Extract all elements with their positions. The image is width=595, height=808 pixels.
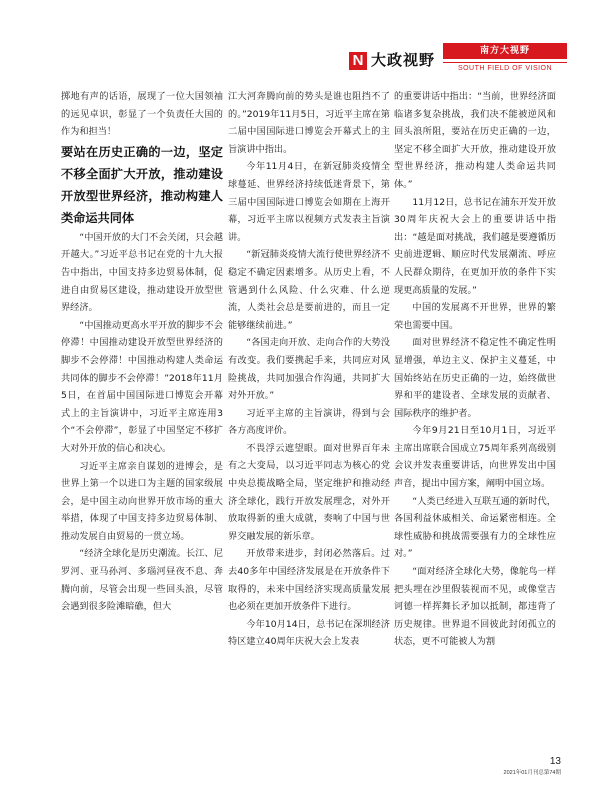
paragraph: 江大河奔腾向前的势头是谁也阻挡不了的。”2019年11月5日，习近平主席在第二届中国国际进口博览会开幕式上的主旨演讲中指出。 [228, 91, 390, 155]
paragraph: “经济全球化是历史潮流。长江、尼罗河、亚马孙河、多瑙河昼夜不息、奔腾向前，尽管会出现一些回头浪，尽管会遇到很多险滩暗礁，但大 [61, 548, 223, 613]
section-heading: 要站在历史正确的一边，坚定不移全面扩大开放，推动建设开放型世界经济，推动构建人类命运共同体 [61, 144, 223, 225]
paragraph: 习近平主席的主旨演讲，得到与会各方高度评价。 [228, 407, 390, 437]
column-tag: 南方大视野 [443, 43, 567, 59]
paragraph: 今年10月14日，总书记在深圳经济特区建立40周年庆祝大会上发表 [228, 618, 390, 648]
text-column-3 [394, 88, 556, 651]
paragraph: 11月12日，总书记在浦东开发开放30周年庆祝大会上的重要讲话中指出：“越是面对挑战，我们越是要遵循历史前进逻辑、顺应时代发展潮流、呼应人民群众期待，在更加开放的条件下实现更高质量的发展。” [394, 196, 556, 296]
section-title: 大政视野 [371, 51, 436, 69]
column-tag-english: SOUTH FIELD OF VISION [443, 62, 567, 75]
paragraph: 今年9月21日至10月1日，习近平主席出席联合国成立75周年系列高级别会议并发表重要讲话，向世界发出中国声音，提出中国方案，阐明中国立场。 [394, 425, 556, 490]
paragraph: 面对世界经济不稳定性不确定性明显增强，单边主义、保护主义蔓延，中国始终站在历史正确的一边，始终做世界和平的建设者、全球发展的贡献者、国际秩序的维护者。 [394, 337, 556, 419]
page-number: 13 [549, 756, 561, 767]
paragraph: 习近平主席亲自谋划的进博会，是世界上第一个以进口为主题的国家级展会，是中国主动向世界开放市场的重大举措，体现了中国支持多边贸易体制、推动发展自由贸易的一贯立场。 [61, 460, 223, 542]
paragraph: “中国开放的大门不会关闭，只会越开越大。”习近平总书记在党的十九大报告中指出，中国支持多边贸易体制，促进自由贸易区建设，推动建设开放型世界经济。 [61, 231, 223, 314]
paragraph: 掷地有声的话语，展现了一位大国领袖的远见卓识，彰显了一个负责任大国的作为和担当！ [61, 91, 223, 138]
text-column-1 [61, 88, 223, 616]
text-column-2 [228, 88, 390, 651]
logo-n-icon: N [349, 52, 367, 70]
paragraph: “人类已经进入互联互通的新时代，各国利益休戚相关、命运紧密相连。全球性威胁和挑战需要强有力的全球性应对。” [394, 495, 556, 560]
paragraph: “面对经济全球化大势，像鸵鸟一样把头埋在沙里假装视而不见，或像堂吉诃德一样挥舞长矛加以抵制，都违背了历史规律。世界退不回彼此封闭孤立的状态，更不可能被人为割 [394, 566, 556, 648]
paragraph: 不畏浮云遮望眼。面对世界百年未有之大变局，以习近平同志为核心的党中央总揽战略全局，坚定维护和推动经济全球化，践行开放发展理念，对外开放取得新的重大成就，奏响了中国与世界交融发展的新乐章。 [228, 442, 390, 542]
paragraph: “中国推动更高水平开放的脚步不会停滞！中国推动建设开放型世界经济的脚步不会停滞！中国推动构建人类命运共同体的脚步不会停滞！”2018年11月5日，在首届中国国际进口博览会开幕式上的主旨演讲中，习近平主席连用3个“不会停滞”，彰显了中国坚定不移扩大对外开放的信心和决心。 [61, 319, 223, 454]
issue-info: 2021年01月刊总第74期 [503, 770, 561, 776]
paragraph: 的重要讲话中指出：“当前，世界经济面临诸多复杂挑战，我们决不能被逆风和回头浪所阻，要站在历史正确的一边，坚定不移全面扩大开放，推动建设开放型世界经济，推动构建人类命运共同体。” [394, 91, 556, 190]
paragraph: “各国走向开放、走向合作的大势没有改变。我们要携起手来，共同应对风险挑战，共同加强合作沟通，共同扩大对外开放。” [228, 337, 390, 402]
paragraph: 中国的发展离不开世界，世界的繁荣也需要中国。 [394, 302, 556, 331]
paragraph: 今年11月4日，在新冠肺炎疫情全球蔓延、世界经济持续低迷背景下，第三届中国国际进口博览会如期在上海开幕，习近平主席以视频方式发表主旨演讲。 [228, 161, 390, 243]
section-header [349, 43, 567, 77]
paragraph: 开放带来进步，封闭必然落后。过去40多年中国经济发展是在开放条件下取得的，未来中国经济实现高质量发展也必须在更加开放条件下进行。 [228, 548, 390, 613]
paragraph: “新冠肺炎疫情大流行使世界经济不稳定不确定因素增多。从历史上看，不管遇到什么风险、什么灾难、什么逆流，人类社会总是要前进的，而且一定能够继续前进。” [228, 249, 390, 331]
